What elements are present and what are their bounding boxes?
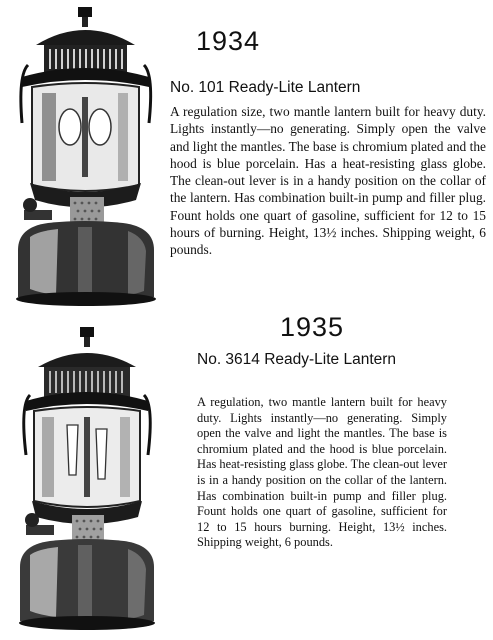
year-heading: 1934	[196, 26, 261, 56]
product-description: A regulation, two mantle lantern built for heavy duty. Lights instantly—no generating. Simply open the valve and light the mantles. The base is chromium plated and the hood is blue porcelain. Has heat-resisting glass globe. The clean-out lever is in a handy position on the collar of the lantern. Has combination built-in pump and filler plug. Fount holds one quart of gasoline, sufficient for 12 to 15 hours burning. Height, 13½ inches. Shipping weight, 6 pounds.	[197, 395, 447, 550]
year-heading: 1935	[280, 312, 345, 342]
lantern-1934-image	[8, 5, 163, 310]
product-title: No. 101 Ready-Lite Lantern	[170, 79, 361, 96]
product-description: A regulation size, two mantle lantern built for heavy duty. Lights instantly—no generating. Simply open the valve and light the mantles. The base is chromium plated and the hood is blue porcelain. Has a heat-resisting glass globe. The clean-out lever is in a handy position on the collar of the lantern. Has combination built-in pump and filler plug. Fount holds one quart of gasoline, sufficient for 12 to 15 hours of burning. Height, 13½ inches. Shipping weight, 6 pounds.	[170, 104, 486, 258]
lantern-1935-image	[12, 325, 162, 635]
product-title: No. 3614 Ready-Lite Lantern	[197, 351, 397, 368]
